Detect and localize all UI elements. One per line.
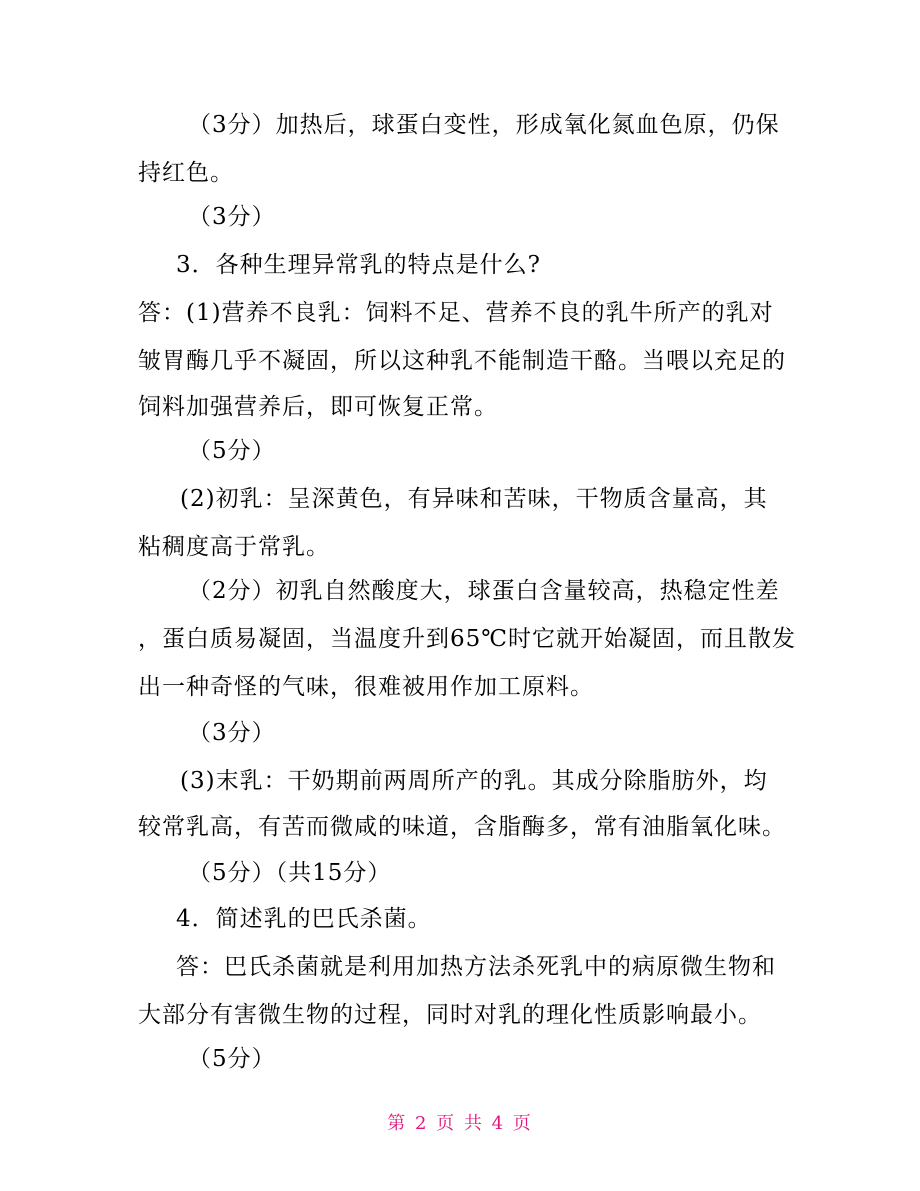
question-heading: 3．各种生理异常乳的特点是什么? [176, 252, 541, 278]
paragraph-line: 大部分有害微生物的过程，同时对乳的理化性质影响最小。 [138, 1002, 762, 1028]
question-heading: 4．简述乳的巴氏杀菌。 [176, 906, 432, 932]
paragraph-line: （3分）加热后，球蛋白变性，形成氧化氮血色原，仍保 [188, 112, 780, 138]
score-note: （3分） [188, 204, 276, 230]
paragraph-line: 答：(1)营养不良乳：饲料不足、营养不良的乳牛所产的乳对 [138, 300, 774, 326]
paragraph-line: (3)末乳：干奶期前两周所产的乳。其成分除脂肪外，均 [180, 768, 768, 794]
paragraph-line: 皱胃酶几乎不凝固，所以这种乳不能制造干酪。当喂以充足的 [138, 348, 786, 374]
paragraph-line: 较常乳高，有苦而微咸的味道，含脂酶多，常有油脂氧化味。 [138, 814, 786, 840]
paragraph-line: （2分）初乳自然酸度大，球蛋白含量较高，热稳定性差 [188, 578, 780, 604]
paragraph-line: (2)初乳：呈深黄色，有异味和苦味，干物质含量高，其 [180, 486, 768, 512]
paragraph-line: 粘稠度高于常乳。 [138, 534, 330, 560]
score-note: （3分） [188, 720, 276, 746]
paragraph-line: 饲料加强营养后，即可恢复正常。 [138, 394, 498, 420]
page-number-footer: 第 2 页 共 4 页 [387, 1113, 533, 1134]
paragraph-line: 持红色。 [138, 160, 234, 186]
score-note: （5分） [188, 1046, 276, 1072]
paragraph-line: 出一种奇怪的气味，很难被用作加工原料。 [138, 674, 594, 700]
score-note: （5分）（共15分） [188, 860, 392, 886]
paragraph-line: ，蛋白质易凝固，当温度升到65℃时它就开始凝固，而且散发 [138, 626, 796, 652]
score-note: （5分） [188, 438, 276, 464]
paragraph-line: 答：巴氏杀菌就是利用加热方法杀死乳中的病原微生物和 [176, 954, 776, 980]
